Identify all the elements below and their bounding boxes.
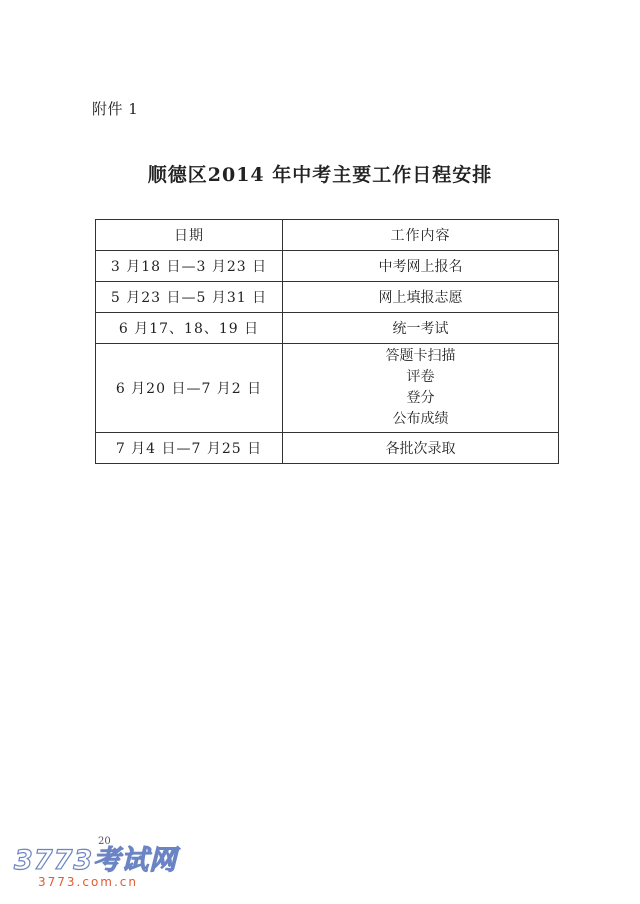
table-row <box>96 344 559 433</box>
attachment-label: 附件 1 <box>92 100 139 118</box>
row-date: 6 月17、18、19 日 <box>96 313 283 344</box>
row-date: 7 月4 日—7 月25 日 <box>96 433 283 464</box>
row-task: 各批次录取 <box>283 433 559 464</box>
row-date: 3 月18 日—3 月23 日 <box>96 251 283 282</box>
watermark-url: 3773.com.cn <box>38 875 138 889</box>
row-date: 5 月23 日—5 月31 日 <box>96 282 283 313</box>
schedule-table <box>95 219 559 464</box>
watermark-brand: 3773考试网 <box>14 845 178 876</box>
header-content: 工作内容 <box>283 220 559 251</box>
watermark-logo <box>14 838 184 889</box>
row-task: 中考网上报名 <box>283 251 559 282</box>
document-title: 顺德区2014 年中考主要工作日程安排 <box>147 164 493 186</box>
row-task-list <box>283 344 559 433</box>
table-header-row <box>96 220 559 251</box>
row-task: 评卷 <box>406 369 435 385</box>
row-task: 登分 <box>406 390 435 406</box>
row-task: 公布成绩 <box>392 411 449 427</box>
row-task: 网上填报志愿 <box>283 282 559 313</box>
table-row <box>96 313 559 344</box>
table-row <box>96 251 559 282</box>
table-row <box>96 282 559 313</box>
row-date: 6 月20 日—7 月2 日 <box>96 344 283 433</box>
row-task: 统一考试 <box>283 313 559 344</box>
page-number: 20 <box>98 836 111 847</box>
table-row <box>96 433 559 464</box>
row-task: 答题卡扫描 <box>385 348 456 364</box>
header-date: 日期 <box>96 220 283 251</box>
